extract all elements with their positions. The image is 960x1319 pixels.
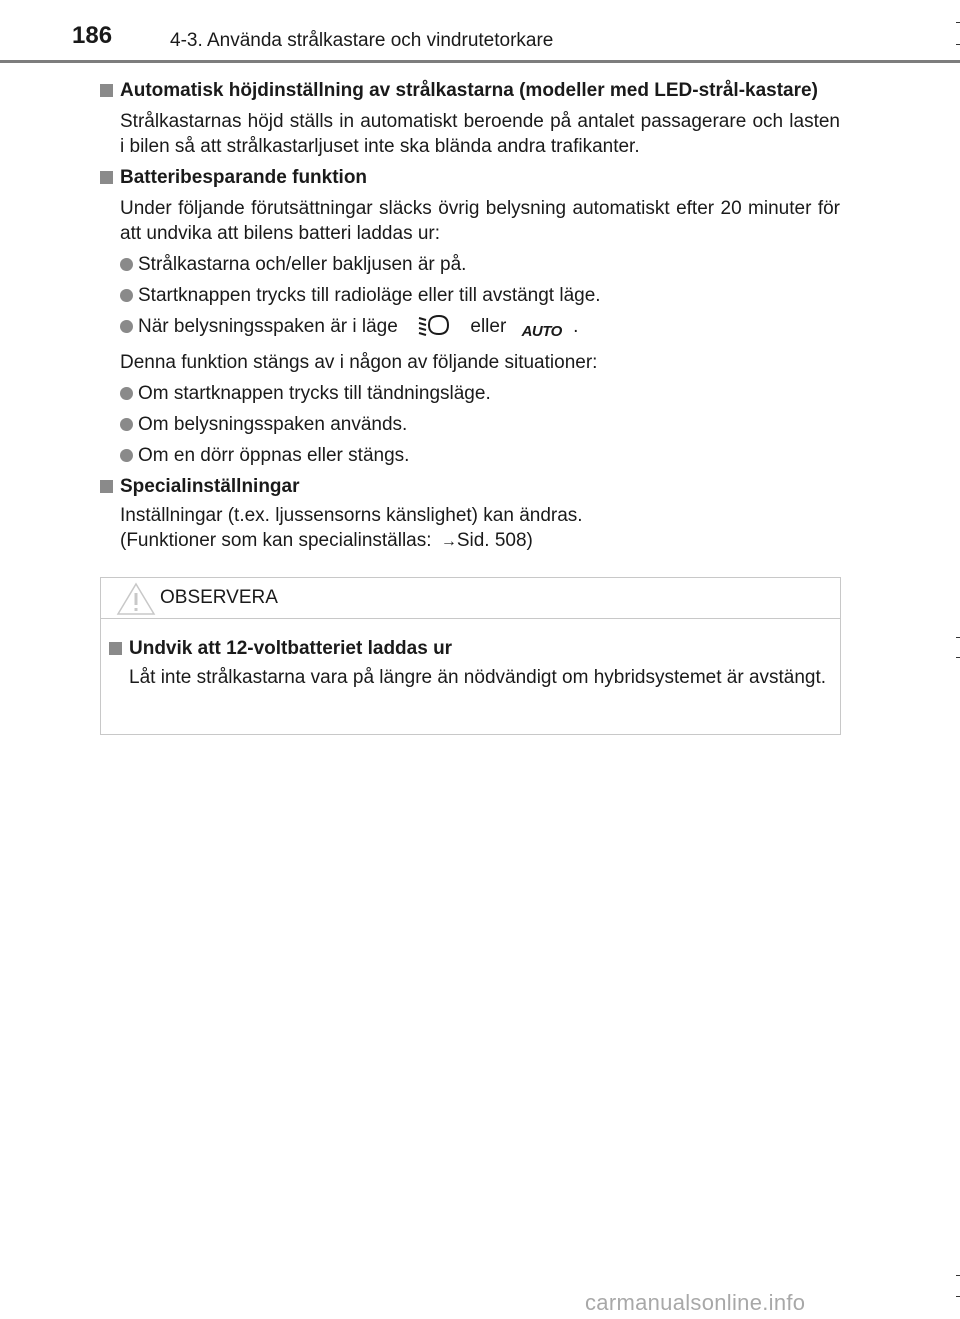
list-item: Om startknappen trycks till tändningsläge. — [100, 381, 840, 406]
page-reference-link[interactable]: Sid. 508) — [456, 530, 533, 551]
section-text-battery-saver: Under följande förutsättningar släcks övrig belysning automatiskt efter 20 minuter för att undvika att bilens batteri laddas ur: — [120, 198, 840, 244]
list-item: Startknappen trycks till radioläge eller till avstängt läge. — [100, 283, 840, 308]
square-bullet-icon — [100, 84, 113, 97]
notice-title: Undvik att 12-voltbatteriet laddas ur — [109, 636, 829, 661]
square-bullet-icon — [109, 642, 122, 655]
round-bullet-icon — [120, 289, 133, 302]
crop-mark — [956, 44, 960, 45]
section-text-deactivation: Denna funktion stängs av i någon av följande situationer: — [120, 352, 598, 373]
round-bullet-icon — [120, 320, 133, 333]
watermark: carmanualsonline.info — [585, 1290, 806, 1315]
header-rule — [0, 60, 960, 63]
round-bullet-icon — [120, 258, 133, 271]
page-header — [0, 0, 960, 64]
square-bullet-icon — [100, 480, 113, 493]
crop-mark — [956, 22, 960, 23]
section-text-customization: Inställningar (t.ex. ljussensorns känslighet) kan ändras. (Funktioner som kan specialinställas: →Sid. 508) — [100, 503, 840, 554]
notice-text: Låt inte strålkastarna vara på längre än nödvändigt om hybridsystemet är avstängt. — [129, 667, 827, 688]
crop-mark — [956, 637, 960, 638]
section-title-auto-leveling: Automatisk höjdinställning av strålkastarna (modeller med LED-strål-kastare) — [100, 78, 840, 103]
auto-mode-icon: AUTO — [521, 323, 562, 340]
chapter-title: 4-3. Använda strålkastare och vindrutetorkare — [170, 30, 554, 51]
list-item: Om belysningsspaken används. — [100, 412, 840, 437]
list-item: Strålkastarna och/eller bakljusen är på. — [100, 252, 840, 277]
notice-box — [100, 577, 841, 735]
list-item-lever-position: När belysningsspaken är i läge eller AUTO . — [100, 314, 840, 344]
notice-header — [101, 578, 840, 619]
section-title-customization: Specialinställningar — [100, 474, 840, 499]
page-number: 186 — [72, 22, 113, 49]
warning-triangle-icon — [116, 582, 156, 616]
round-bullet-icon — [120, 449, 133, 462]
list-item: Om en dörr öppnas eller stängs. — [100, 443, 840, 468]
headlight-low-beam-icon — [417, 314, 451, 343]
crop-mark — [956, 1296, 960, 1297]
main-content — [100, 72, 840, 554]
notice-label: OBSERVERA — [160, 587, 278, 608]
crop-mark — [956, 1275, 960, 1276]
notice-body — [109, 636, 829, 690]
arrow-right-icon: → — [440, 533, 457, 550]
section-title-battery-saver: Batteribesparande funktion — [100, 165, 840, 190]
round-bullet-icon — [120, 387, 133, 400]
round-bullet-icon — [120, 418, 133, 431]
crop-mark — [956, 657, 960, 658]
section-text-auto-leveling: Strålkastarnas höjd ställs in automatiskt beroende på antalet passagerare och lasten i bilen så att strålkastarljuset inte ska blända andra trafikanter. — [120, 111, 840, 157]
square-bullet-icon — [100, 171, 113, 184]
